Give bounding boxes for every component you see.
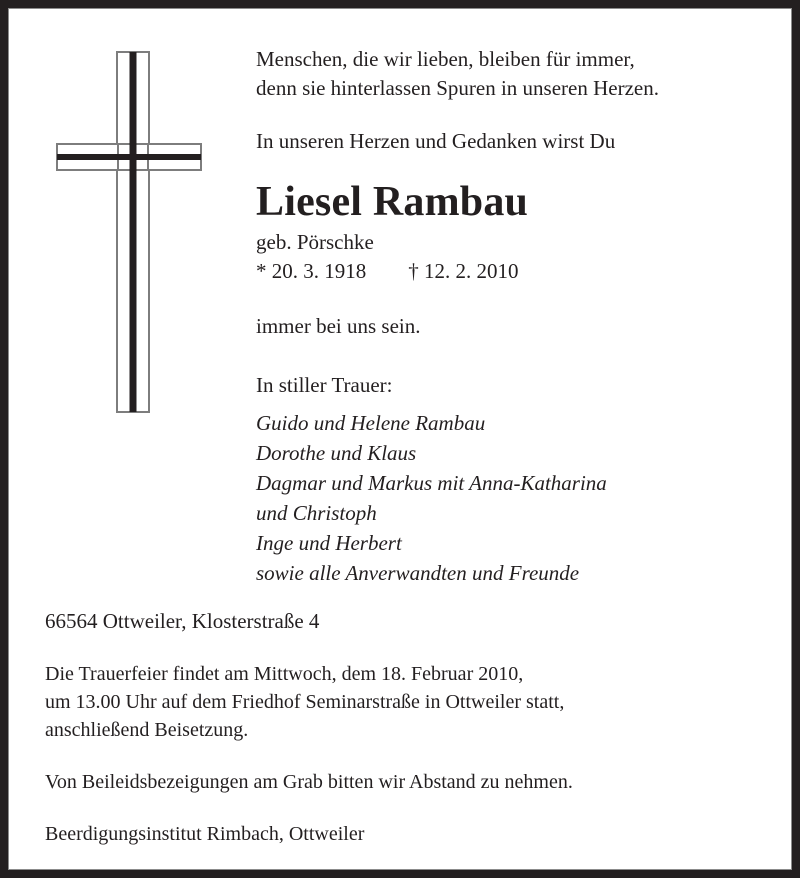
mourners-list — [256, 408, 776, 588]
list-item: Inge und Herbert — [256, 531, 402, 555]
footer-text-block — [45, 607, 775, 848]
lead-in-text: In unseren Herzen und Gedanken wirst Du — [256, 129, 616, 153]
ceremony-line-2: um 13.00 Uhr auf dem Friedhof Seminarstraße in Ottweiler statt, — [45, 691, 565, 713]
list-item: Dagmar und Markus mit Anna-Katharina — [256, 471, 607, 495]
list-item: und Christoph — [256, 501, 377, 525]
funeral-home-line: Beerdigungsinstitut Rimbach, Ottweiler — [45, 823, 365, 845]
list-item: Dorothe und Klaus — [256, 441, 417, 465]
deceased-block — [256, 178, 776, 286]
notice-card — [8, 8, 792, 870]
lead-out-text: immer bei uns sein. — [256, 314, 421, 338]
verse-line-1: Menschen, die wir lieben, bleiben für immer, — [256, 47, 635, 71]
main-text-column — [256, 45, 776, 588]
condolence-request — [45, 768, 775, 796]
verse-block — [256, 45, 776, 103]
deceased-dates: * 20. 3. 1918 † 12. 2. 2010 — [256, 259, 519, 283]
condolence-request-line: Von Beileidsbezeigungen am Grab bitten wir Abstand zu nehmen. — [45, 771, 573, 793]
christian-cross-icon — [49, 44, 209, 419]
mourning-heading: In stiller Trauer: — [256, 373, 393, 397]
list-item: Guido und Helene Rambau — [256, 411, 486, 435]
funeral-home — [45, 820, 775, 848]
ceremony-details — [45, 660, 775, 744]
ceremony-line-3: anschließend Beisetzung. — [45, 719, 249, 741]
deceased-maiden-name: geb. Pörschke — [256, 230, 374, 254]
ceremony-line-1: Die Trauerfeier findet am Mittwoch, dem 18. Februar 2010, — [45, 663, 524, 685]
deceased-name: Liesel Rambau — [256, 179, 529, 225]
address-line: 66564 Ottweiler, Klosterstraße 4 — [45, 609, 320, 633]
verse-line-2: denn sie hinterlassen Spuren in unseren Herzen. — [256, 76, 659, 100]
list-item: sowie alle Anverwandten und Freunde — [256, 561, 580, 585]
